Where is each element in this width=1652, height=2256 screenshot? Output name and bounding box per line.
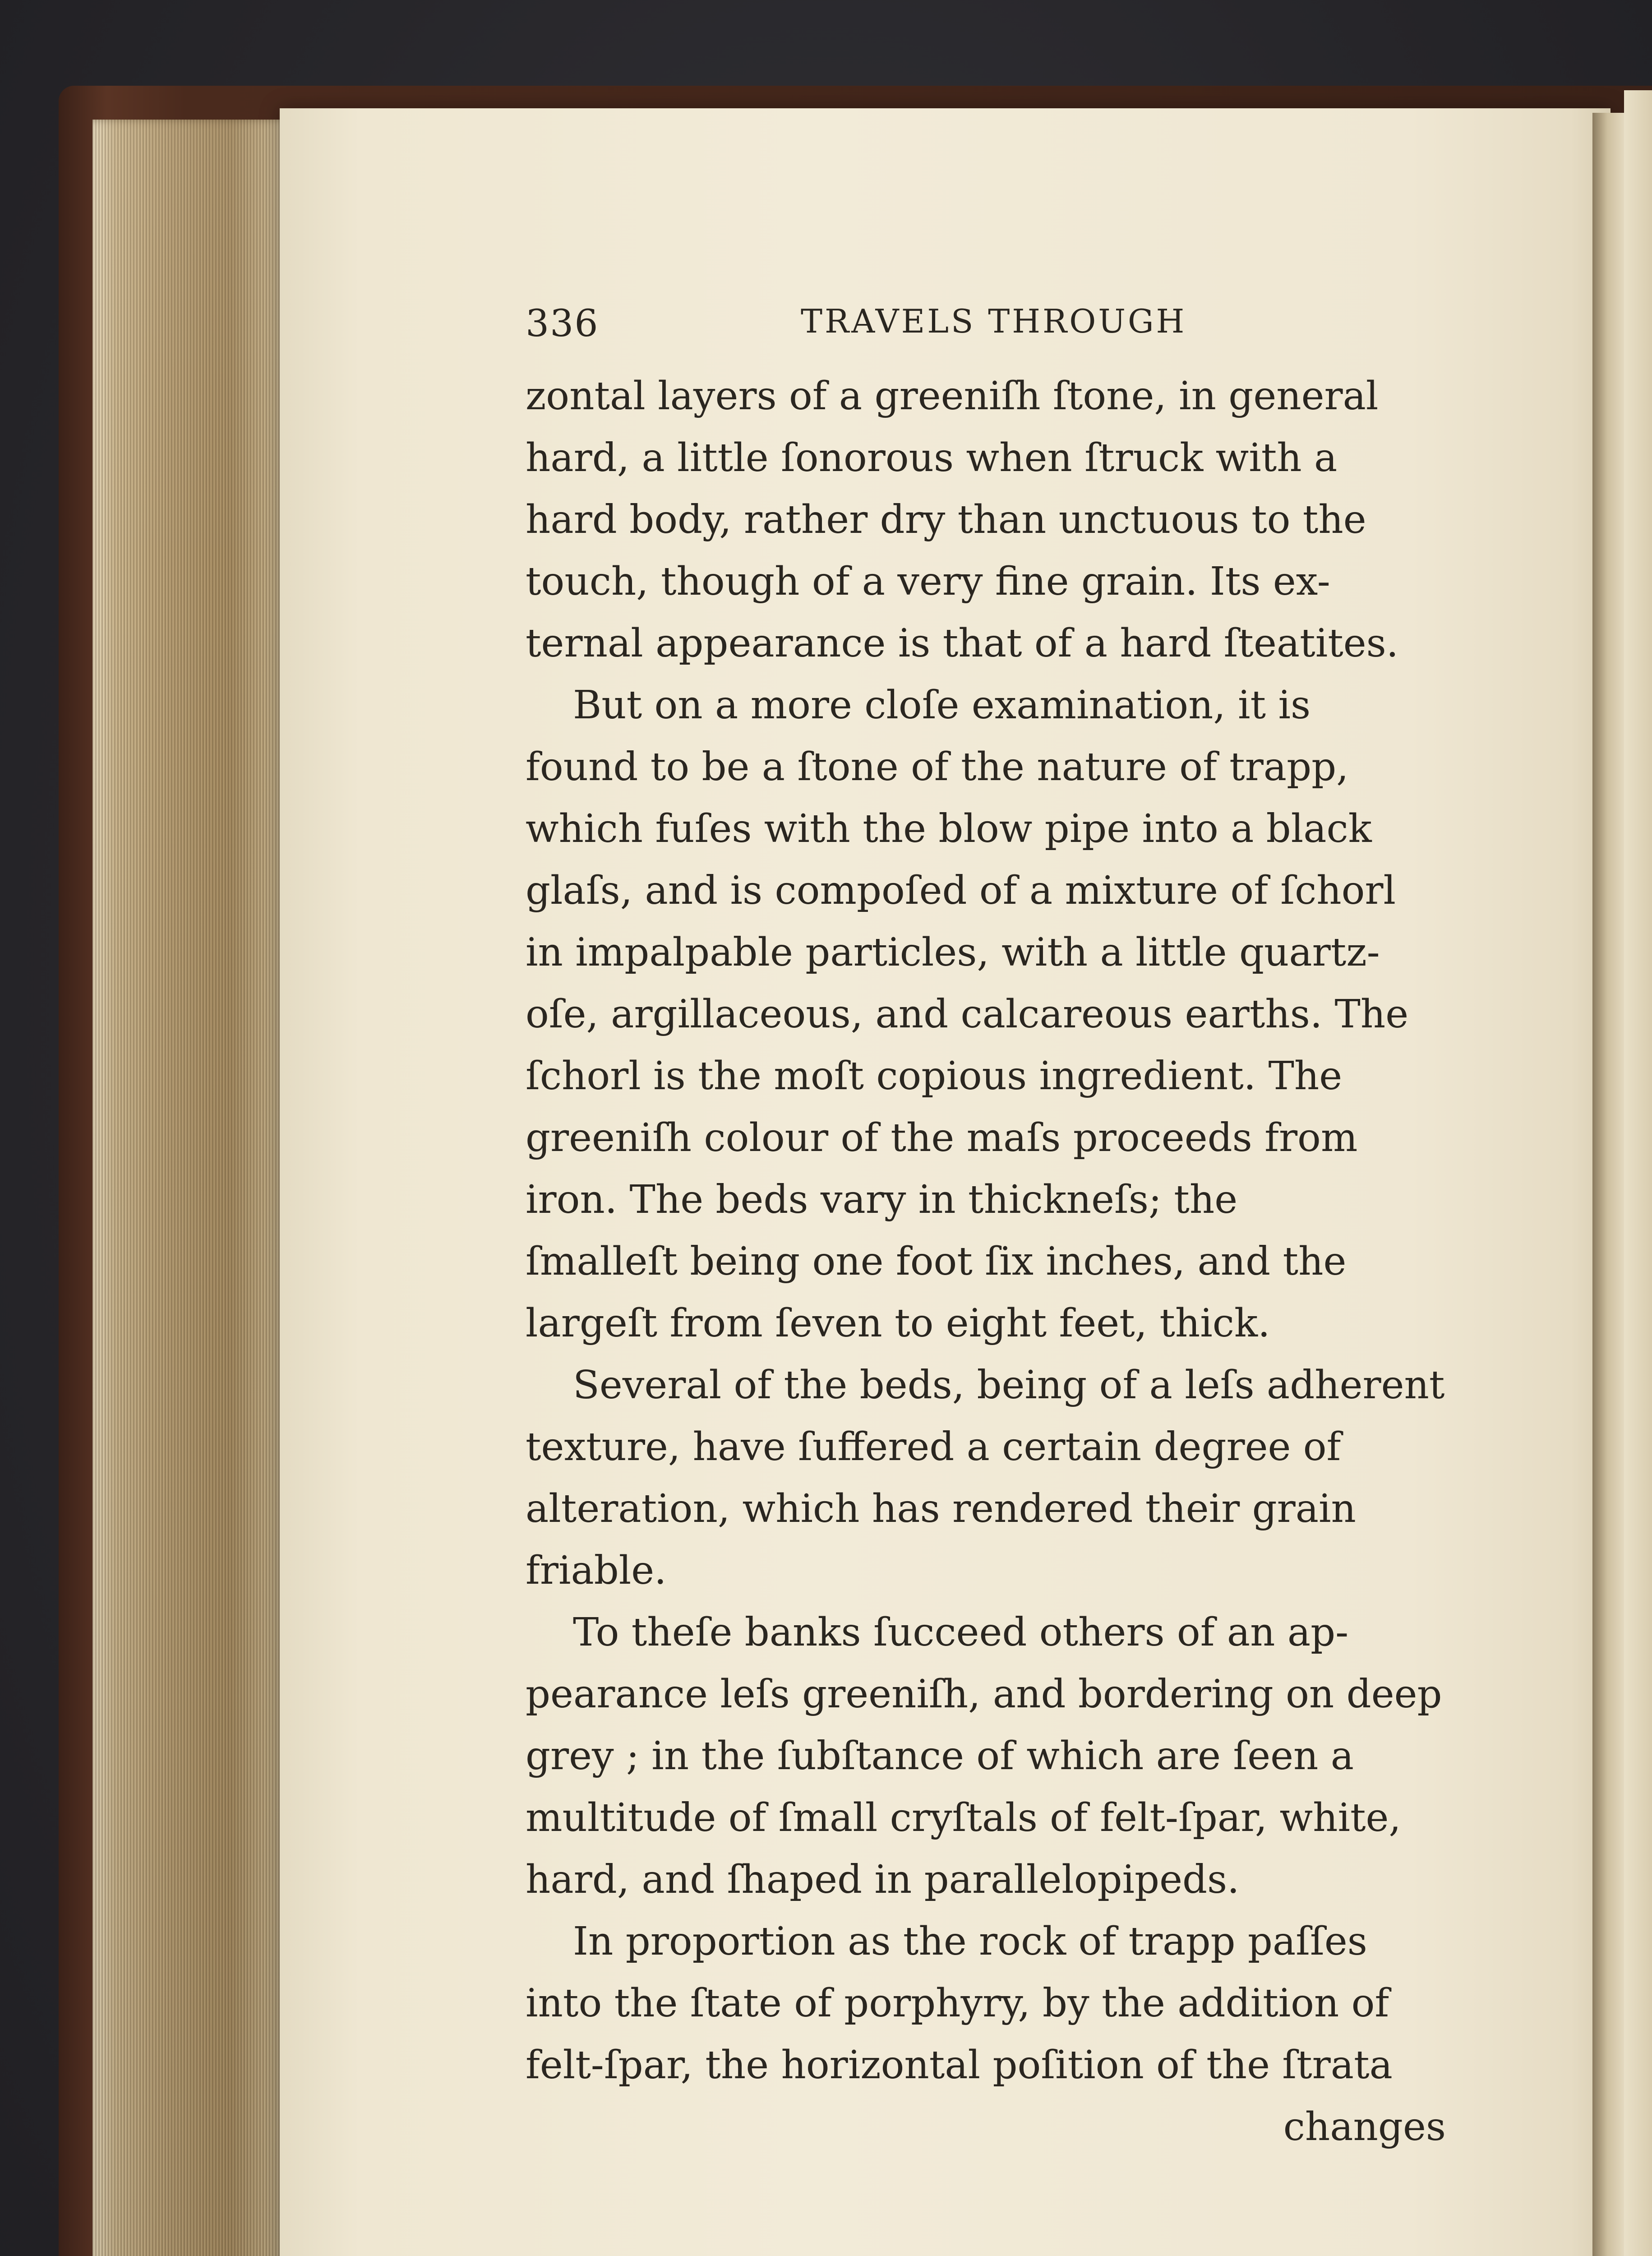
text-line: glaſs, and is compoſed of a mixture of ſchorl: [526, 868, 1396, 913]
text-line: touch, though of a very fine grain. Its ex-: [526, 559, 1330, 604]
text-line: iron. The beds vary in thickneſs; the: [526, 1177, 1238, 1222]
page-header: [526, 298, 1446, 352]
text-line: hard body, rather dry than unctuous to the: [526, 497, 1366, 542]
page-number: 336: [526, 302, 599, 345]
text-line: largeſt from ſeven to eight feet, thick.: [526, 1301, 1270, 1346]
text-line: ternal appearance is that of a hard ſteatites.: [526, 621, 1399, 666]
text-line: felt-ſpar, the horizontal poſition of the ſtrata: [526, 2043, 1393, 2088]
running-head: TRAVELS THROUGH: [801, 302, 1187, 340]
text-line: greeniſh colour of the maſs proceeds from: [526, 1115, 1358, 1160]
page-edges: [92, 120, 291, 2256]
text-line: To theſe banks ſucceed others of an ap-: [573, 1610, 1349, 1655]
text-line: In proportion as the rock of trapp paſſes: [573, 1919, 1367, 1964]
catchword: changes: [1283, 2104, 1446, 2150]
facing-page-edge: [1624, 90, 1652, 2256]
text-line: in impalpable particles, with a little quartz-: [526, 930, 1380, 975]
text-line: zontal layers of a greeniſh ſtone, in general: [526, 374, 1379, 419]
text-line: ſchorl is the moſt copious ingredient. The: [526, 1054, 1343, 1099]
text-line: grey ; in the ſubſtance of which are ſeen a: [526, 1734, 1354, 1779]
text-lines: [526, 365, 1446, 2158]
text-line: into the ſtate of porphyry, by the addition of: [526, 1981, 1389, 2026]
text-line: found to be a ſtone of the nature of trapp,: [526, 744, 1349, 790]
text-line: which fuſes with the blow pipe into a black: [526, 806, 1372, 851]
text-line: friable.: [526, 1548, 667, 1593]
text-line: hard, and ſhaped in parallelopipeds.: [526, 1857, 1240, 1902]
text-line: pearance leſs greeniſh, and bordering on deep: [526, 1672, 1442, 1717]
text-line: hard, a little ſonorous when ſtruck with a: [526, 435, 1338, 481]
text-line: texture, have ſuffered a certain degree of: [526, 1424, 1341, 1470]
text-line: Several of the beds, being of a leſs adherent: [573, 1363, 1445, 1408]
text-line: oſe, argillaceous, and calcareous earths. The: [526, 992, 1409, 1037]
text-line: But on a more cloſe examination, it is: [573, 683, 1311, 728]
text-line: multitude of ſmall cryſtals of felt-ſpar, white,: [526, 1795, 1401, 1840]
page-text: [526, 298, 1446, 2158]
text-line: ſmalleſt being one foot ſix inches, and the: [526, 1239, 1347, 1284]
text-line: alteration, which has rendered their grain: [526, 1486, 1356, 1531]
